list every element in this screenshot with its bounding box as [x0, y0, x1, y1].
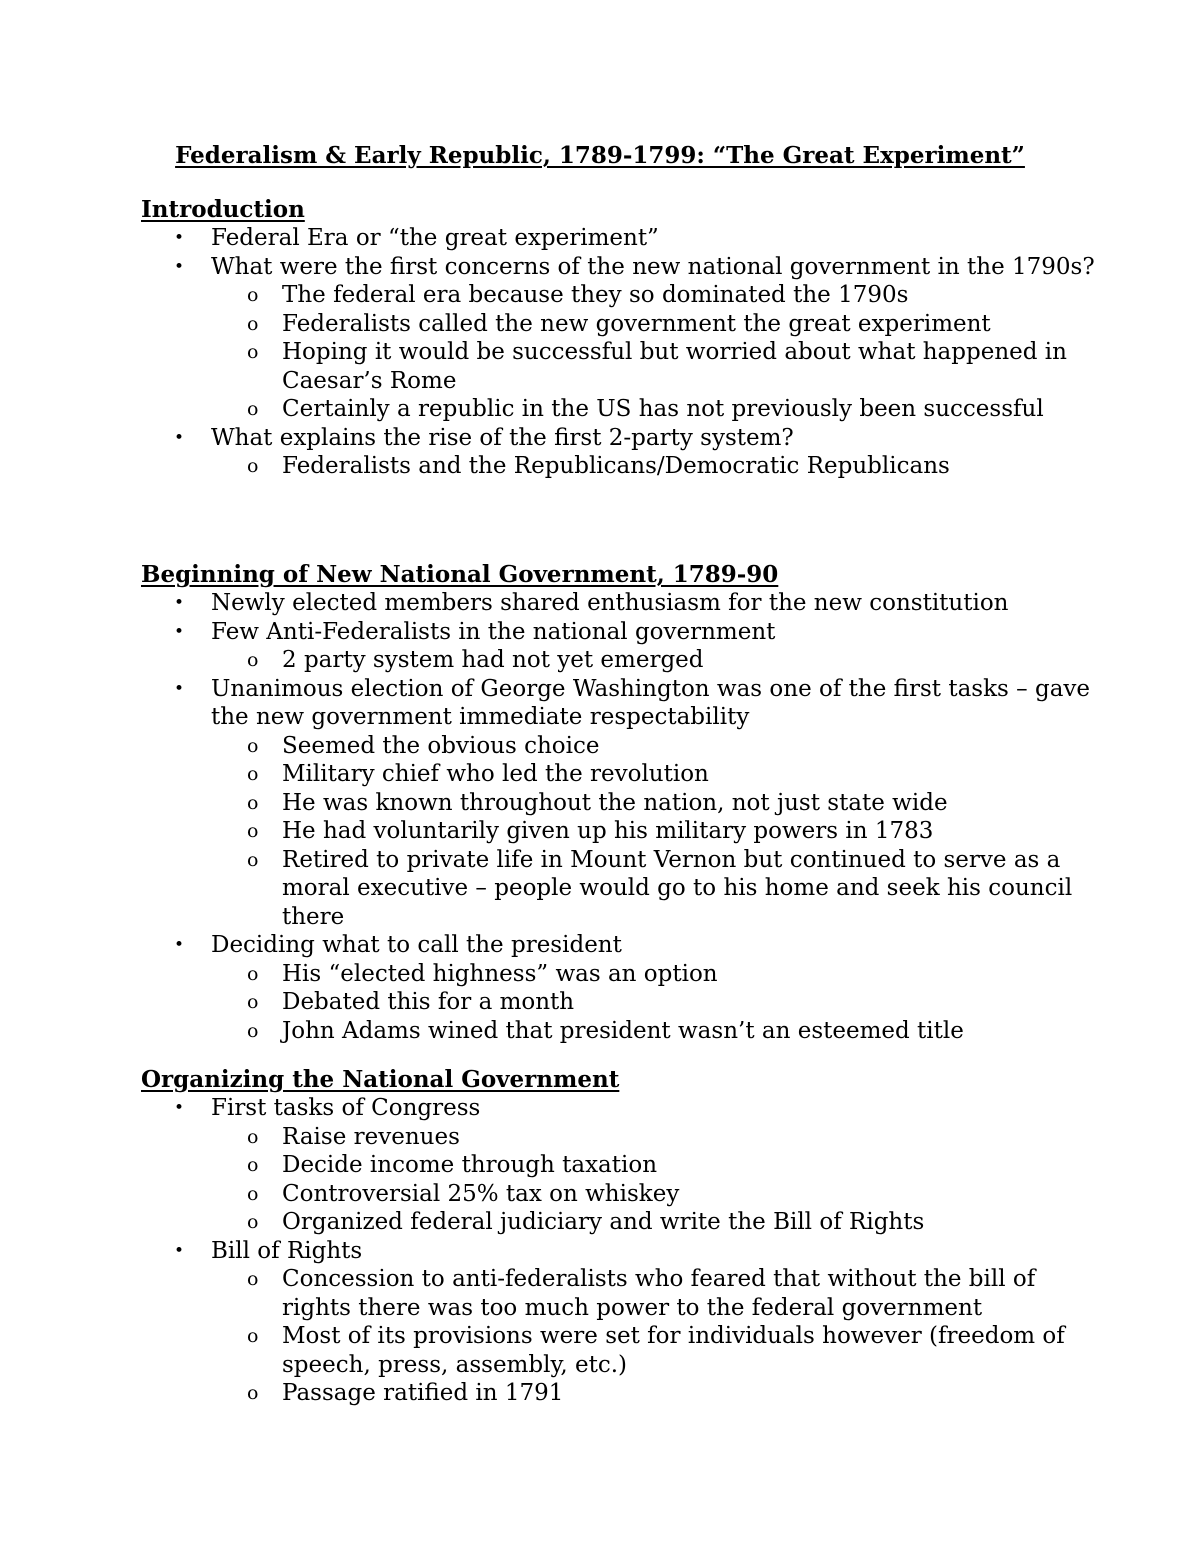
- sub-bullet-icon: o: [247, 1211, 259, 1233]
- bullet-text: Bill of Rights: [211, 1237, 363, 1264]
- sub-bullet-text: Retired to private life in Mount Vernon but continued to serve as a moral executive – people would go to his home and seek his council there: [282, 846, 1073, 930]
- sub-bullet-icon: o: [247, 1154, 259, 1176]
- sub-bullet-item: [141, 1265, 1101, 1322]
- section-heading: Beginning of New National Government, 1789-90: [141, 561, 779, 588]
- bullet-icon: •: [174, 1098, 185, 1118]
- sub-bullet-item: [141, 817, 1101, 846]
- sub-bullet-item: [141, 789, 1101, 818]
- sub-bullet-icon: o: [247, 1182, 259, 1205]
- sub-bullet-item: [141, 1151, 1101, 1180]
- bullet-text: First tasks of Congress: [211, 1095, 481, 1121]
- bullet-text: Federal Era or “the great experiment”: [211, 225, 659, 251]
- bullet-item: [141, 1094, 1101, 1123]
- bullet-text: Deciding what to call the president: [211, 932, 622, 958]
- sub-bullet-item: [141, 310, 1101, 339]
- document-title: Federalism & Early Republic, 1789-1799: “The Great Experiment”: [175, 142, 1025, 169]
- sub-bullet-text: Federalists and the Republicans/Democratic Republicans: [282, 453, 950, 479]
- bullet-icon: •: [174, 621, 185, 642]
- sub-bullet-icon: o: [247, 1268, 259, 1290]
- sub-bullet-icon: o: [247, 284, 259, 306]
- bullet-icon: •: [174, 427, 185, 448]
- bullet-icon: •: [174, 1240, 185, 1261]
- sub-bullet-item: [141, 1123, 1101, 1152]
- bullet-text: What explains the rise of the first 2-party system?: [211, 424, 794, 451]
- sub-bullet-icon: o: [247, 1382, 259, 1404]
- bullet-text: Newly elected members shared enthusiasm for the new constitution: [211, 590, 1009, 616]
- sub-bullet-text: The federal era because they so dominated the 1790s: [282, 282, 909, 308]
- bullet-text: Unanimous election of George Washington was one of the first tasks – gave the new government immediate respectability: [211, 675, 1091, 730]
- sub-bullet-item: [141, 1017, 1101, 1046]
- bullet-text: What were the first concerns of the new national government in the 1790s?: [211, 253, 1095, 280]
- section-heading: Organizing the National Government: [141, 1066, 620, 1093]
- bullet-item: [141, 224, 1101, 253]
- bullet-item: [141, 675, 1101, 732]
- bullet-item: [141, 618, 1101, 647]
- bullet-item: [141, 1237, 1101, 1266]
- bullet-text: Few Anti-Federalists in the national government: [211, 618, 776, 645]
- section-organizing-national-government: [141, 1066, 1101, 1408]
- bullet-icon: •: [174, 228, 185, 248]
- sub-bullet-item: [141, 960, 1101, 989]
- bullet-item: [141, 589, 1101, 618]
- sub-bullet-icon: o: [247, 962, 259, 985]
- sub-bullet-text: Hoping it would be successful but worried about what happened in Caesar’s Rome: [282, 339, 1067, 394]
- bullet-item: [141, 424, 1101, 453]
- sub-bullet-icon: o: [247, 1125, 259, 1148]
- sub-bullet-text: Passage ratified in 1791: [282, 1380, 564, 1406]
- bullet-icon: •: [174, 678, 185, 699]
- sub-bullet-item: [141, 732, 1101, 761]
- sub-bullet-icon: o: [247, 312, 259, 335]
- sub-bullet-item: [141, 1208, 1101, 1237]
- sub-bullet-item: [141, 988, 1101, 1017]
- sub-bullet-icon: o: [247, 649, 259, 671]
- sub-bullet-text: John Adams wined that president wasn’t an esteemed title: [282, 1017, 964, 1044]
- bullet-icon: •: [174, 256, 185, 277]
- sub-bullet-icon: o: [247, 1019, 259, 1042]
- sub-bullet-text: Federalists called the new government the great experiment: [282, 310, 991, 337]
- sub-bullet-text: Controversial 25% tax on whiskey: [282, 1180, 680, 1207]
- sub-bullet-text: Military chief who led the revolution: [282, 761, 709, 787]
- sub-bullet-text: Raise revenues: [282, 1123, 460, 1150]
- sub-bullet-item: [141, 846, 1101, 932]
- sub-bullet-icon: o: [247, 398, 259, 420]
- sub-bullet-icon: o: [247, 455, 259, 477]
- sub-bullet-item: [141, 338, 1101, 395]
- sub-bullet-icon: o: [247, 734, 259, 757]
- sub-bullet-item: [141, 452, 1101, 481]
- sub-bullet-text: Most of its provisions were set for individuals however (freedom of speech, press, assembly, etc.): [282, 1323, 1065, 1378]
- section-beginning-national-government: [141, 561, 1101, 1045]
- sub-bullet-item: [141, 1379, 1101, 1408]
- sub-bullet-text: His “elected highness” was an option: [282, 960, 718, 987]
- sub-bullet-text: 2 party system had not yet emerged: [282, 647, 704, 673]
- sub-bullet-item: [141, 1180, 1101, 1209]
- sub-bullet-text: Certainly a republic in the US has not previously been successful: [282, 396, 1044, 422]
- sub-bullet-icon: o: [247, 791, 259, 814]
- section-heading: Introduction: [141, 196, 305, 223]
- sub-bullet-text: Organized federal judiciary and write the Bill of Rights: [282, 1209, 925, 1235]
- sub-bullet-item: [141, 760, 1101, 789]
- sub-bullet-icon: o: [247, 763, 259, 785]
- bullet-icon: •: [174, 935, 185, 955]
- sub-bullet-item: [141, 281, 1101, 310]
- sub-bullet-item: [141, 1322, 1101, 1379]
- sub-bullet-item: [141, 395, 1101, 424]
- bullet-item: [141, 253, 1101, 282]
- sub-bullet-icon: o: [247, 991, 259, 1013]
- sub-bullet-icon: o: [247, 848, 259, 871]
- sub-bullet-text: Seemed the obvious choice: [282, 732, 600, 759]
- sub-bullet-item: [141, 646, 1101, 675]
- sub-bullet-icon: o: [247, 820, 259, 842]
- sub-bullet-text: He was known throughout the nation, not just state wide: [282, 789, 948, 816]
- bullet-icon: •: [174, 593, 185, 613]
- sub-bullet-text: Concession to anti-federalists who feared that without the bill of rights there was too much power to the federal government: [282, 1266, 1036, 1321]
- sub-bullet-icon: o: [247, 1325, 259, 1347]
- bullet-item: [141, 931, 1101, 960]
- sub-bullet-text: He had voluntarily given up his military powers in 1783: [282, 818, 934, 844]
- sub-bullet-text: Decide income through taxation: [282, 1152, 658, 1178]
- section-introduction: [141, 196, 1101, 481]
- sub-bullet-text: Debated this for a month: [282, 989, 575, 1015]
- sub-bullet-icon: o: [247, 341, 259, 363]
